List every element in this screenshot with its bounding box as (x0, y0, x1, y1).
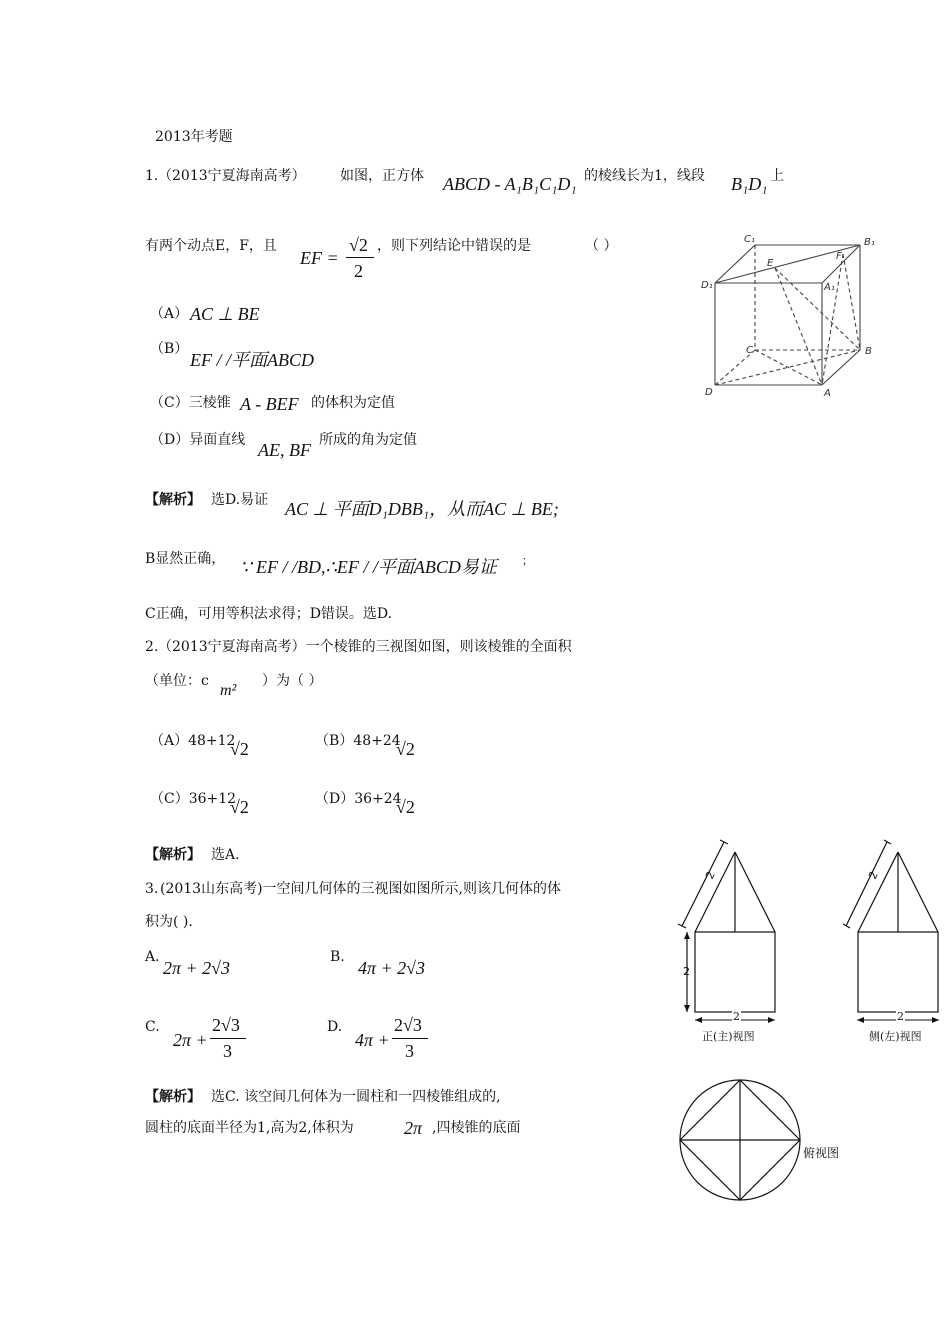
q3-option-c-den: 3 (223, 1041, 232, 1061)
q3-option-b-label: B. (330, 949, 345, 965)
side-view-caption: 侧(左)视图 (869, 1030, 922, 1043)
cube-label-c: C (746, 345, 753, 356)
top-view-figure (678, 1078, 802, 1202)
q3-solution-line2a: 圆柱的底面半径为1,高为2,体积为 (145, 1120, 354, 1136)
q1-option-d-expr: AE, BF (258, 440, 311, 460)
q2-unit-m: m² (220, 682, 237, 699)
cube-label-d1: D₁ (701, 280, 713, 291)
cube-label-d: D (705, 387, 713, 398)
q1-cube-name: ABCD - A₁B₁C₁D₁ (443, 174, 577, 194)
q2-option-c-root: √2 (230, 797, 249, 817)
q3-solution-tag: 【解析】 (145, 1089, 201, 1105)
q2-option-b-label: （B）48+24 (315, 733, 401, 749)
q1-solution-expr2: ∵ EF / /BD,∴EF / /平面ABCD易证 (240, 557, 497, 577)
front-view-slant-dim: 2 (703, 869, 718, 882)
q3-option-c-label: C. (145, 1019, 160, 1035)
cube-label-e: E (767, 258, 774, 269)
q2-line1: （2013宁夏海南高考）一个棱锥的三视图如图，则该棱锥的全面积 (158, 639, 572, 655)
q3-option-a-label: A. (145, 949, 160, 965)
q3-solution-line1: 选C. 该空间几何体为一圆柱和一四棱锥组成的, (211, 1089, 501, 1105)
q3-option-d-num: 2√3 (394, 1015, 422, 1035)
q1-ef-equation: EF = (300, 248, 339, 268)
q1-stem-e: ，则下列结论中错误的是 (377, 238, 531, 254)
q3-option-c-pre: 2π + (173, 1030, 208, 1050)
q1-solution-tag: 【解析】 (145, 492, 201, 508)
q2-solution-tag: 【解析】 (145, 847, 201, 863)
q2-solution: 选A. (211, 847, 240, 863)
q1-ef-denominator: 2 (354, 261, 363, 281)
side-view-width-dim: 2 (896, 1008, 905, 1026)
q3-option-d-pre: 4π + (355, 1030, 390, 1050)
cube-label-b: B (865, 346, 872, 357)
q2-unit-b: ）为（ ） (262, 673, 323, 689)
cube-label-a: A (824, 388, 831, 399)
front-view-caption: 正(主)视图 (702, 1030, 755, 1043)
q3-option-d-label: D. (327, 1019, 343, 1035)
q1-solution-b: B显然正确， (145, 551, 226, 567)
q2-number: 2. (145, 639, 159, 655)
cube-figure (700, 232, 880, 400)
q1-stem-a: 如图，正方体 (340, 168, 424, 184)
q1-stem-c: 上 (770, 168, 784, 184)
side-view-figure (846, 842, 946, 1018)
q3-option-d-den: 3 (405, 1041, 414, 1061)
q3-option-c-fraction-bar (210, 1038, 246, 1039)
q1-option-d-tail: 所成的角为定值 (319, 432, 417, 448)
q1-stem-b: 的棱线长为1，线段 (584, 168, 705, 184)
front-view-width-dim: 2 (732, 1008, 741, 1026)
q1-option-a-expr: AC ⊥ BE (190, 304, 260, 324)
q3-option-b-expr: 4π + 2√3 (358, 958, 426, 978)
q3-line2: 积为( ). (145, 914, 193, 930)
q1-option-c-label: （C）三棱锥 (150, 395, 231, 411)
q1-solution-b-tail: ； (522, 554, 533, 567)
q3-option-d-fraction-bar (392, 1038, 428, 1039)
q3-line1: (2013山东高考)一空间几何体的三视图如图所示,则该几何体的体 (160, 881, 562, 897)
q1-option-d-label: （D）异面直线 (150, 432, 246, 448)
q1-option-b-expr: EF / /平面ABCD (190, 350, 314, 370)
q2-option-c-label: （C）36+12 (150, 791, 237, 807)
q1-option-c-tail: 的体积为定值 (311, 395, 395, 411)
q3-number: 3. (145, 881, 159, 897)
q1-option-c-expr: A - BEF (240, 394, 299, 414)
q1-option-a-label: （A） (150, 306, 189, 322)
q3-solution-expr: 2π (404, 1118, 423, 1138)
q3-option-a-expr: 2π + 2√3 (163, 958, 231, 978)
q2-option-a-label: （A）48+12 (150, 733, 236, 749)
q1-ef-numerator: √2 (349, 235, 368, 255)
q3-solution-line2b: ,四棱锥的底面 (432, 1120, 521, 1136)
q1-stem-d: 有两个动点E，F，且 (145, 238, 277, 254)
q1-segment: B₁D₁ (731, 174, 768, 194)
q1-number: 1. (145, 168, 159, 184)
q1-option-b-label: （B） (150, 341, 189, 357)
q1-answer-paren: （ ） (585, 238, 618, 254)
q1-solution-a: 选D.易证 (211, 492, 269, 508)
section-heading: 2013年考题 (155, 129, 233, 145)
q2-unit-a: （单位：c (145, 673, 209, 689)
q2-option-d-label: （D）36+24 (315, 791, 402, 807)
cube-label-c1: C₁ (744, 234, 755, 245)
cube-label-b1: B₁ (864, 237, 875, 248)
q2-option-d-root: √2 (396, 797, 415, 817)
cube-label-f: F (836, 251, 842, 262)
q1-solution-expr1: AC ⊥ 平面D₁DBB₁，从而AC ⊥ BE; (285, 499, 559, 519)
q1-fraction-bar (346, 257, 374, 258)
q1-source: （2013宁夏海南高考） (158, 168, 306, 184)
cube-label-a1: A₁ (824, 282, 835, 293)
q2-option-b-root: √2 (396, 739, 415, 759)
side-view-slant-dim: 2 (866, 869, 881, 882)
front-view-height-dim: 2 (683, 965, 690, 978)
q3-option-c-num: 2√3 (212, 1015, 240, 1035)
front-view-figure (680, 842, 790, 1018)
top-view-caption: 俯视图 (803, 1146, 840, 1160)
q1-solution-c: C正确，可用等积法求得；D错误。选D. (145, 606, 393, 622)
q2-option-a-root: √2 (230, 739, 249, 759)
